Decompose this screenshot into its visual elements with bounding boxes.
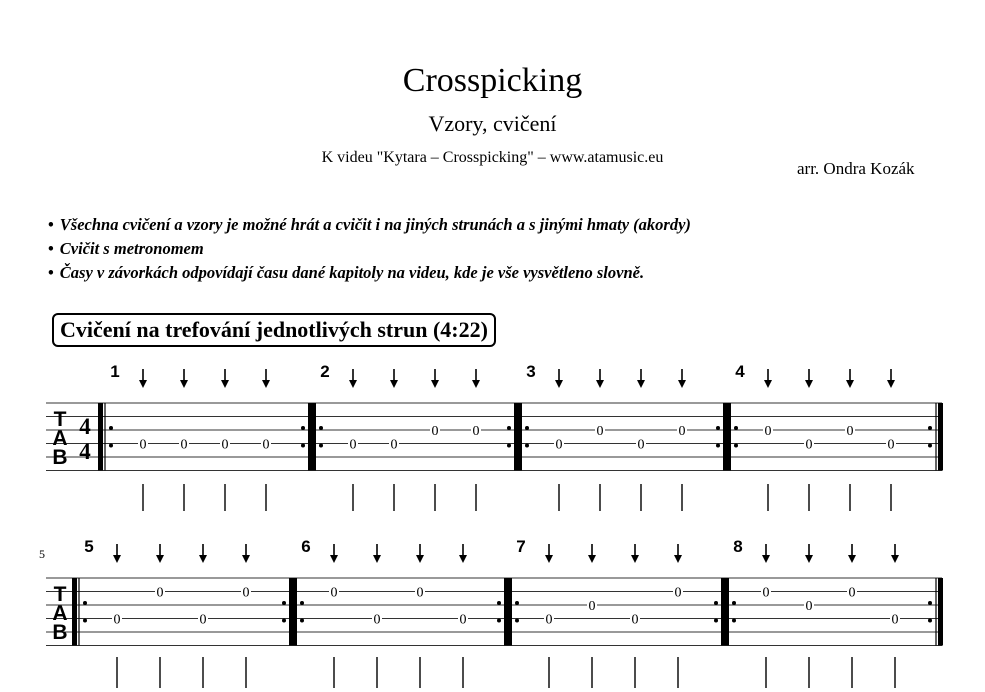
downstroke-icon (431, 369, 439, 388)
repeat-barline-thick (938, 403, 943, 471)
fret-number: 0 (637, 437, 645, 453)
bullet-icon: • (48, 215, 54, 234)
downstroke-icon (416, 544, 424, 563)
measure-number: 5 (84, 537, 94, 556)
fret-number: 0 (891, 612, 899, 628)
repeat-dot (714, 601, 718, 605)
measure-number: 4 (735, 362, 745, 381)
repeat-barline-thick (72, 578, 77, 646)
page-subtitle: Vzory, cvičení (428, 111, 557, 136)
repeat-dot (507, 426, 511, 430)
fret-number: 0 (180, 437, 188, 453)
tab-clef-letter: A (52, 602, 68, 625)
fret-number: 0 (887, 437, 895, 453)
arrow-head (349, 380, 357, 388)
fret-number: 0 (416, 585, 424, 601)
arrow-head (242, 555, 250, 563)
downstroke-icon (330, 544, 338, 563)
downstroke-icon (848, 544, 856, 563)
page-title: Crosspicking (402, 62, 583, 99)
arrow-head (199, 555, 207, 563)
arrow-head (180, 380, 188, 388)
repeat-barline-thick (504, 578, 509, 646)
repeat-dot (282, 619, 286, 623)
arrow-head (221, 380, 229, 388)
arrow-head (139, 380, 147, 388)
downstroke-icon (762, 544, 770, 563)
bullet-icon: • (48, 263, 54, 282)
fret-number: 0 (242, 585, 250, 601)
fret-number: 0 (349, 437, 357, 453)
tab-clef-letter: T (53, 583, 67, 606)
downstroke-icon (631, 544, 639, 563)
fret-number: 0 (431, 424, 439, 439)
repeat-dot (301, 444, 305, 448)
arrow-head (156, 555, 164, 563)
downstroke-icon (180, 369, 188, 388)
repeat-dot (525, 426, 529, 430)
bullet-icon: • (48, 239, 54, 258)
repeat-dot (928, 444, 932, 448)
downstroke-icon (472, 369, 480, 388)
downstroke-icon (588, 544, 596, 563)
tab-clef-letter: A (52, 427, 68, 450)
repeat-dot (497, 619, 501, 623)
repeat-dot (734, 444, 738, 448)
fret-number: 0 (846, 424, 854, 439)
fret-number: 0 (762, 585, 770, 601)
repeat-dot (515, 619, 519, 623)
measure-number: 2 (320, 362, 330, 381)
fret-number: 0 (555, 437, 563, 453)
instruction-text: Cvičit s metronomem (59, 239, 204, 258)
downstroke-icon (674, 544, 682, 563)
repeat-barline-thick (289, 578, 294, 646)
downstroke-icon (390, 369, 398, 388)
arrow-head (674, 555, 682, 563)
repeat-barline-thick (98, 403, 103, 471)
downstroke-icon (373, 544, 381, 563)
tab-clef-letter: B (52, 446, 68, 469)
downstroke-icon (846, 369, 854, 388)
repeat-dot (928, 619, 932, 623)
repeat-dot (716, 426, 720, 430)
repeat-dot (928, 601, 932, 605)
downstroke-icon (764, 369, 772, 388)
arrow-head (637, 380, 645, 388)
repeat-dot (109, 444, 113, 448)
downstroke-icon (545, 544, 553, 563)
arrow-head (891, 555, 899, 563)
repeat-dot (732, 619, 736, 623)
arrow-head (846, 380, 854, 388)
repeat-barline-thick (938, 578, 943, 646)
arrow-head (459, 555, 467, 563)
downstroke-icon (262, 369, 270, 388)
arrow-head (805, 380, 813, 388)
arrow-head (762, 555, 770, 563)
downstroke-icon (805, 369, 813, 388)
time-signature-bottom: 4 (79, 439, 91, 464)
system-number: 5 (39, 547, 45, 561)
time-signature-top: 4 (79, 414, 91, 439)
fret-number: 0 (262, 437, 270, 453)
arrow-head (596, 380, 604, 388)
measure-number: 1 (110, 362, 120, 381)
fret-number: 0 (390, 437, 398, 453)
arrow-head (555, 380, 563, 388)
arrow-head (390, 380, 398, 388)
downstroke-icon (156, 544, 164, 563)
downstroke-icon (678, 369, 686, 388)
fret-number: 0 (764, 424, 772, 439)
repeat-dot (714, 619, 718, 623)
arrow-head (113, 555, 121, 563)
downstroke-icon (349, 369, 357, 388)
repeat-dot (732, 601, 736, 605)
repeat-dot (300, 601, 304, 605)
arrow-head (678, 380, 686, 388)
downstroke-icon (242, 544, 250, 563)
measure-number: 3 (526, 362, 536, 381)
repeat-barline-thick (721, 578, 726, 646)
tab-clef-letter: B (52, 621, 68, 644)
repeat-dot (83, 601, 87, 605)
repeat-dot (301, 426, 305, 430)
arrow-head (472, 380, 480, 388)
repeat-dot (525, 444, 529, 448)
repeat-dot (928, 426, 932, 430)
fret-number: 0 (588, 599, 596, 614)
downstroke-icon (891, 544, 899, 563)
repeat-dot (319, 444, 323, 448)
fret-number: 0 (596, 424, 604, 439)
arrow-head (330, 555, 338, 563)
downstroke-icon (596, 369, 604, 388)
fret-number: 0 (113, 612, 121, 628)
repeat-dot (716, 444, 720, 448)
measure-number: 7 (516, 537, 526, 556)
arrow-head (887, 380, 895, 388)
repeat-dot (83, 619, 87, 623)
fret-number: 0 (848, 585, 856, 601)
arrow-head (373, 555, 381, 563)
arrow-head (764, 380, 772, 388)
instruction-text: Časy v závorkách odpovídají času dané kapitoly na videu, kde je vše vysvětleno slovně. (59, 263, 645, 282)
arrow-head (545, 555, 553, 563)
fret-number: 0 (156, 585, 164, 601)
fret-number: 0 (631, 612, 639, 628)
downstroke-icon (637, 369, 645, 388)
fret-number: 0 (472, 424, 480, 439)
repeat-barline-thick (514, 403, 519, 471)
repeat-dot (515, 601, 519, 605)
arrow-head (431, 380, 439, 388)
repeat-barline-thick (723, 403, 728, 471)
arrow-head (805, 555, 813, 563)
fret-number: 0 (805, 437, 813, 453)
fret-number: 0 (330, 585, 338, 601)
repeat-dot (734, 426, 738, 430)
arrow-head (416, 555, 424, 563)
downstroke-icon (805, 544, 813, 563)
downstroke-icon (221, 369, 229, 388)
repeat-dot (497, 601, 501, 605)
fret-number: 0 (139, 437, 147, 453)
arrow-head (848, 555, 856, 563)
instruction-text: Všechna cvičení a vzory je možné hrát a cvičit i na jiných strunách a s jinými hmaty (akordy) (59, 215, 691, 234)
fret-number: 0 (221, 437, 229, 453)
fret-number: 0 (674, 585, 682, 601)
downstroke-icon (113, 544, 121, 563)
fret-number: 0 (805, 599, 813, 614)
fret-number: 0 (678, 424, 686, 439)
measure-number: 8 (733, 537, 743, 556)
measure-number: 6 (301, 537, 311, 556)
repeat-barline-thick (308, 403, 313, 471)
video-reference: K videu "Kytara – Crosspicking" – www.atamusic.eu (321, 149, 664, 166)
section-title: Cvičení na trefování jednotlivých strun (4:22) (52, 313, 496, 347)
repeat-dot (109, 426, 113, 430)
downstroke-icon (139, 369, 147, 388)
downstroke-icon (555, 369, 563, 388)
repeat-dot (300, 619, 304, 623)
downstroke-icon (887, 369, 895, 388)
arrow-head (262, 380, 270, 388)
fret-number: 0 (373, 612, 381, 628)
fret-number: 0 (459, 612, 467, 628)
arrow-head (588, 555, 596, 563)
repeat-dot (282, 601, 286, 605)
tab-clef-letter: T (53, 408, 67, 431)
downstroke-icon (199, 544, 207, 563)
arranger-credit: arr. Ondra Kozák (797, 159, 915, 178)
arrow-head (631, 555, 639, 563)
repeat-dot (319, 426, 323, 430)
fret-number: 0 (545, 612, 553, 628)
fret-number: 0 (199, 612, 207, 628)
repeat-dot (507, 444, 511, 448)
downstroke-icon (459, 544, 467, 563)
